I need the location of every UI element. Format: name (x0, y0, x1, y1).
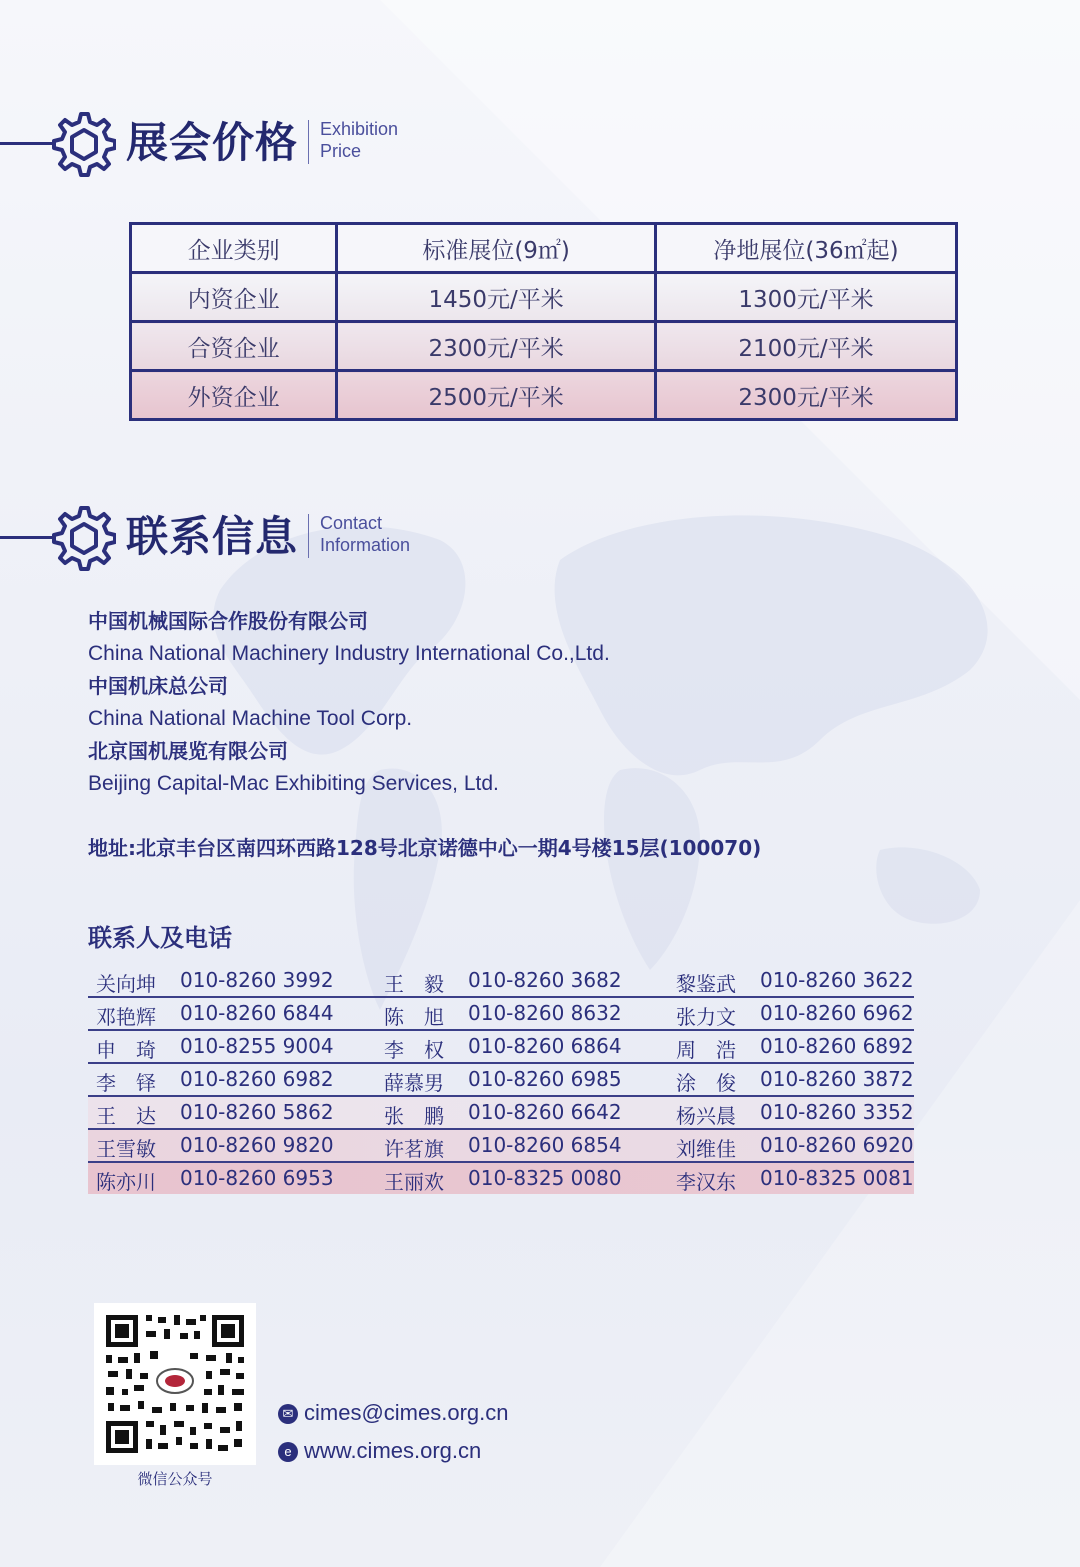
address: 地址:北京丰台区南四环西路128号北京诺德中心一期4号楼15层(100070) (88, 836, 762, 860)
contact-phone: 010-8260 6953 (180, 1166, 334, 1190)
contact-name: 陈亦川 (96, 1170, 156, 1194)
contact-name: 张 鹏 (384, 1104, 444, 1128)
contact-name: 李 权 (384, 1038, 444, 1062)
contact-name: 申 琦 (96, 1038, 156, 1062)
price-table (129, 222, 958, 421)
section-title-cn: 联系信息 (126, 512, 299, 561)
contact-name: 李汉东 (676, 1170, 736, 1194)
section-title-en-line2: Information (320, 535, 411, 555)
contact-name: 许茗旗 (384, 1137, 444, 1161)
section-title-en-line1: Contact (320, 513, 383, 533)
company-list (88, 606, 988, 801)
section-title-en-line1: Exhibition (320, 119, 399, 139)
table-row (88, 1064, 914, 1097)
globe-icon: e (278, 1442, 298, 1462)
contact-phone: 010-8260 3872 (760, 1067, 914, 1091)
contact-phone: 010-8260 6920 (760, 1133, 914, 1157)
website-line[interactable] (278, 1438, 481, 1464)
mail-icon: ✉ (278, 1404, 298, 1424)
qr-code (94, 1303, 256, 1465)
contact-name: 杨兴晨 (676, 1104, 736, 1128)
contact-name: 王 达 (96, 1104, 156, 1128)
title-divider (308, 120, 309, 164)
contact-name: 张力文 (676, 1005, 736, 1029)
table-row (88, 998, 914, 1031)
company-name-cn: 北京国机展览有限公司 (88, 739, 288, 763)
contact-phone: 010-8260 6985 (468, 1067, 622, 1091)
section-title-en (320, 118, 398, 162)
website-text[interactable]: www.cimes.org.cn (304, 1438, 482, 1463)
contact-phone: 010-8260 6854 (468, 1133, 622, 1157)
company-name-cn: 中国机床总公司 (88, 674, 228, 698)
qr-caption: 微信公众号 (137, 1470, 213, 1488)
contact-phone: 010-8260 6642 (468, 1100, 622, 1124)
section-title-en-line2: Price (320, 141, 362, 161)
header-line (0, 536, 52, 539)
company-name-cn: 中国机械国际合作股份有限公司 (88, 609, 368, 633)
table-cell: 2500元/平米 (337, 371, 656, 420)
table-row (131, 322, 957, 371)
table-cell: 合资企业 (131, 322, 337, 371)
table-row (131, 273, 957, 322)
table-cell: 1300元/平米 (656, 273, 957, 322)
section-title-cn: 展会价格 (126, 118, 299, 167)
contact-name: 王丽欢 (384, 1170, 444, 1194)
contact-phone: 010-8260 3682 (468, 968, 622, 992)
exhibition-price-header (0, 100, 520, 180)
contact-name: 周 浩 (676, 1038, 736, 1062)
table-row (88, 1163, 914, 1194)
contact-name: 李 铎 (96, 1071, 156, 1095)
contact-phone: 010-8260 5862 (180, 1100, 334, 1124)
table-row (88, 1097, 914, 1130)
company-name-en: China National Machine Tool Corp. (88, 707, 413, 730)
table-cell: 内资企业 (131, 273, 337, 322)
company-name-en: Beijing Capital-Mac Exhibiting Services, Ltd. (88, 772, 499, 795)
table-cell: 2300元/平米 (656, 371, 957, 420)
table-row (88, 965, 914, 998)
contact-phone: 010-8260 6864 (468, 1034, 622, 1058)
email-line[interactable] (278, 1400, 509, 1426)
table-header-cell: 标准展位(9㎡) (337, 224, 656, 273)
contacts-table (88, 965, 914, 1194)
contact-name: 陈 旭 (384, 1005, 444, 1029)
contact-name: 邓艳辉 (96, 1005, 156, 1029)
table-header-cell: 净地展位(36㎡起) (656, 224, 957, 273)
contact-phone: 010-8255 9004 (180, 1034, 334, 1058)
table-header-row (131, 224, 957, 273)
contact-phone: 010-8260 6982 (180, 1067, 334, 1091)
contact-phone: 010-8260 3352 (760, 1100, 914, 1124)
contact-phone: 010-8260 3992 (180, 968, 334, 992)
contact-phone: 010-8325 0080 (468, 1166, 622, 1190)
gear-icon (46, 502, 116, 572)
contacts-title: 联系人及电话 (88, 924, 232, 952)
table-row (88, 1031, 914, 1064)
section-title-en (320, 512, 410, 556)
contact-phone: 010-8260 8632 (468, 1001, 622, 1025)
contact-info-header (0, 494, 520, 574)
table-cell: 2300元/平米 (337, 322, 656, 371)
table-cell: 1450元/平米 (337, 273, 656, 322)
contact-phone: 010-8260 6892 (760, 1034, 914, 1058)
contact-phone: 010-8260 6962 (760, 1001, 914, 1025)
gear-icon (46, 108, 116, 178)
table-cell: 外资企业 (131, 371, 337, 420)
title-divider (308, 514, 309, 558)
table-row (131, 371, 957, 420)
contact-name: 关向坤 (96, 972, 156, 996)
table-cell: 2100元/平米 (656, 322, 957, 371)
email-text[interactable]: cimes@cimes.org.cn (304, 1400, 509, 1425)
table-row (88, 1130, 914, 1163)
table-header-cell: 企业类别 (131, 224, 337, 273)
qr-code-icon (94, 1303, 256, 1465)
contact-phone: 010-8260 6844 (180, 1001, 334, 1025)
company-name-en: China National Machinery Industry International Co.,Ltd. (88, 642, 610, 665)
contact-phone: 010-8325 0081 (760, 1166, 914, 1190)
contact-name: 薛慕男 (384, 1071, 444, 1095)
contact-name: 王雪敏 (96, 1137, 156, 1161)
contact-name: 黎鉴武 (676, 972, 736, 996)
header-line (0, 142, 52, 145)
contact-phone: 010-8260 3622 (760, 968, 914, 992)
contact-name: 刘维佳 (676, 1137, 736, 1161)
contact-name: 王 毅 (384, 972, 444, 996)
contact-name: 涂 俊 (676, 1071, 736, 1095)
contact-phone: 010-8260 9820 (180, 1133, 334, 1157)
